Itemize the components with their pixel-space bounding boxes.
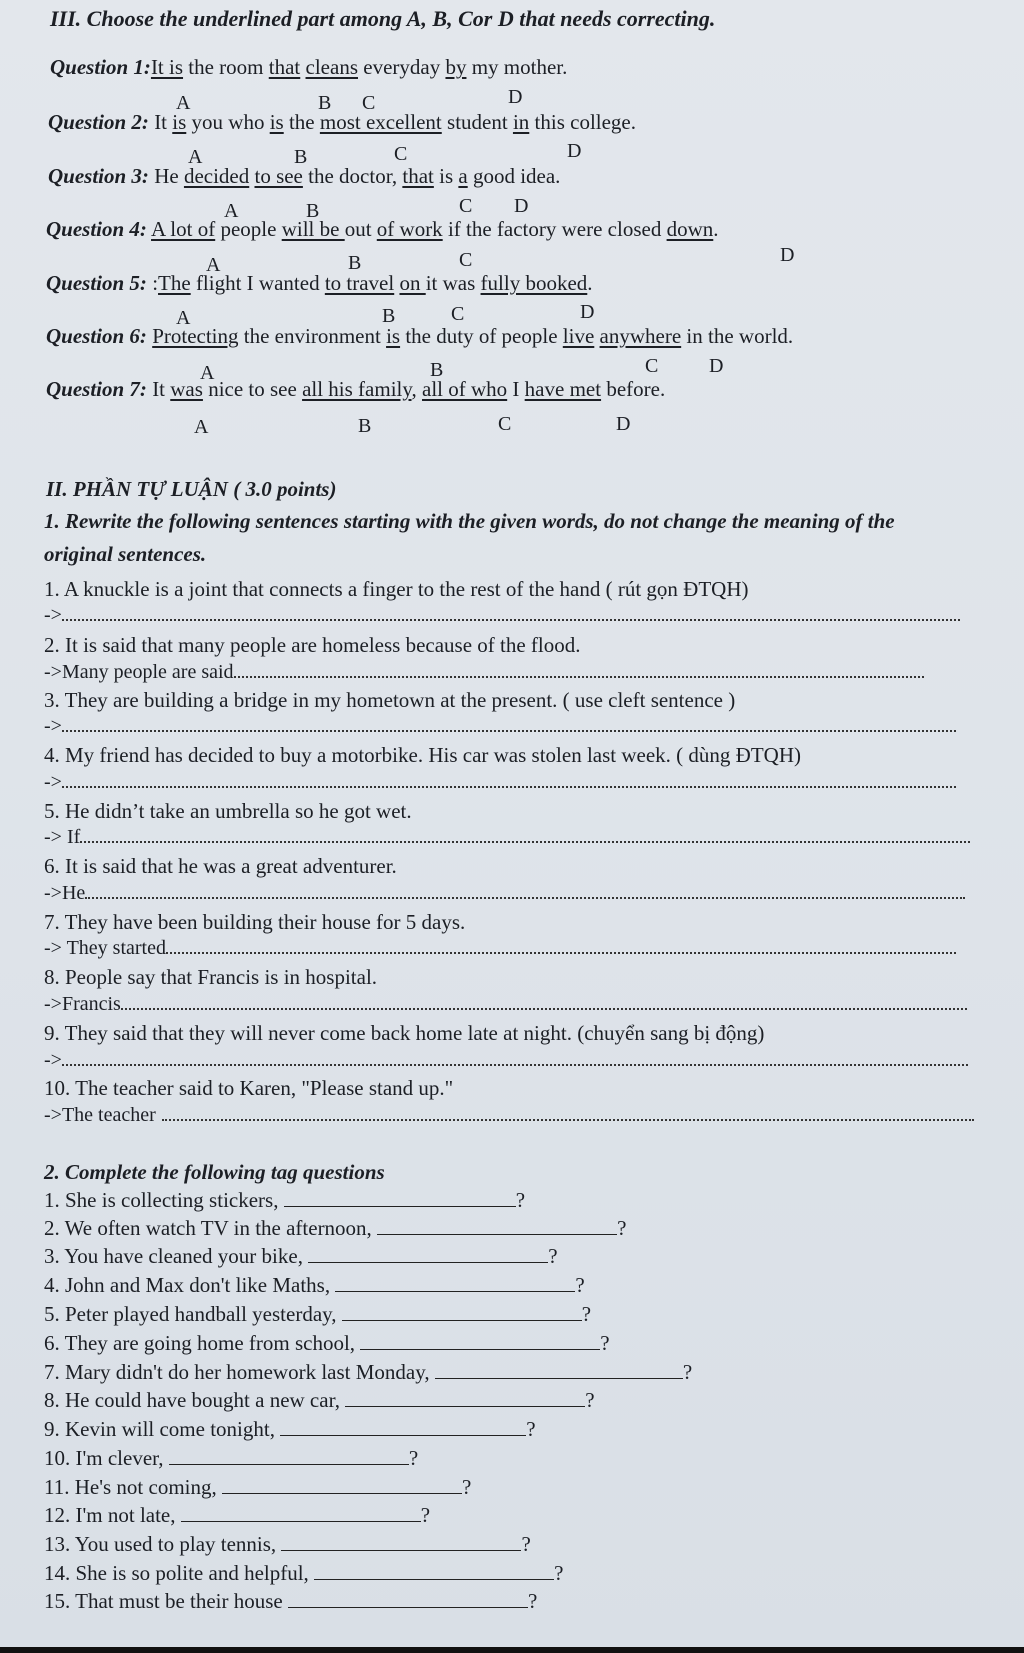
- q1-letter-a: A: [176, 92, 191, 114]
- q1-option-b: that: [268, 55, 301, 79]
- q6-option-a: Protecting: [152, 324, 239, 348]
- q7-option-d: have met: [524, 377, 602, 401]
- q3-letter-b: B: [306, 200, 320, 222]
- bottom-edge: [0, 1647, 1024, 1653]
- answer-blank[interactable]: [342, 1304, 582, 1321]
- q2-option-d: in: [512, 110, 530, 134]
- rewrite-7-sentence: 7. They have been building their house for 5 days.: [44, 910, 466, 934]
- q6-option-c: live: [562, 324, 595, 348]
- q7-letter-b: B: [358, 415, 372, 437]
- q1-letter-c: C: [362, 92, 376, 114]
- tag-question-3: 3. You have cleaned your bike, ?: [44, 1244, 558, 1268]
- q5-option-d: fully booked: [480, 271, 588, 295]
- answer-blank[interactable]: [288, 1591, 528, 1608]
- answer-blank[interactable]: [435, 1362, 683, 1379]
- answer-blank[interactable]: [181, 1505, 421, 1522]
- answer-line[interactable]: [85, 883, 965, 899]
- q6-letter-d: D: [709, 355, 724, 377]
- q2-option-b: is: [269, 110, 284, 134]
- q4-option-c: of work: [376, 217, 443, 241]
- tag-title: 2. Complete the following tag questions: [44, 1160, 385, 1184]
- q2-letter-d: D: [567, 140, 582, 162]
- q5-letter-d: D: [580, 301, 595, 323]
- q3-option-d: a: [458, 164, 468, 188]
- answer-blank[interactable]: [345, 1390, 585, 1407]
- answer-blank[interactable]: [280, 1419, 526, 1436]
- rewrite-9-answer: ->: [44, 1049, 968, 1072]
- q5-letter-a: A: [176, 307, 191, 329]
- answer-blank[interactable]: [222, 1477, 462, 1494]
- tag-question-5: 5. Peter played handball yesterday, ?: [44, 1302, 592, 1326]
- rewrite-2-answer: ->Many people are said: [44, 661, 924, 684]
- q6-letter-b: B: [430, 359, 444, 381]
- q1-option-c: cleans: [305, 55, 358, 79]
- part3-title: III. Choose the underlined part among A, B, Cor D that needs correcting.: [50, 6, 716, 31]
- tag-question-12: 12. I'm not late, ?: [44, 1503, 431, 1527]
- q7-option-a: was: [170, 377, 203, 401]
- q3-option-c: that: [402, 164, 434, 188]
- q1-option-d: by: [445, 55, 467, 79]
- rewrite-3-answer: ->: [44, 715, 956, 738]
- q2-letter-b: B: [294, 146, 308, 168]
- tag-question-1: 1. She is collecting stickers, ?: [44, 1188, 526, 1212]
- answer-line[interactable]: [162, 1105, 974, 1121]
- rewrite-8-sentence: 8. People say that Francis is in hospital.: [44, 965, 378, 989]
- rewrite-title-line1: 1. Rewrite the following sentences starting with the given words, do not change the meaning of the: [44, 509, 895, 533]
- q7-letter-c: C: [498, 413, 512, 435]
- q6-option-b: is: [386, 324, 401, 348]
- answer-blank[interactable]: [335, 1275, 575, 1292]
- q2-letter-c: C: [394, 143, 408, 165]
- question-3: Question 3: He decided to see the doctor, that is a good idea.: [48, 164, 561, 188]
- question-4: Question 4: A lot of people will be out of work if the factory were closed down.: [46, 217, 719, 241]
- tag-question-2: 2. We often watch TV in the afternoon, ?: [44, 1216, 627, 1240]
- q4-letter-c: C: [459, 249, 473, 271]
- q4-option-b: will be: [281, 217, 345, 241]
- q4-option-a: A lot of: [151, 217, 216, 241]
- q3-letter-a: A: [224, 200, 239, 222]
- answer-line[interactable]: [62, 716, 956, 732]
- q4-letter-b: B: [348, 252, 362, 274]
- rewrite-4-sentence: 4. My friend has decided to buy a motorbike. His car was stolen last week. ( dùng ĐTQH): [44, 743, 801, 767]
- tag-question-7: 7. Mary didn't do her homework last Monday, ?: [44, 1360, 693, 1384]
- q3-option-b: to see: [254, 164, 303, 188]
- rewrite-9-sentence: 9. They said that they will never come back home late at night. (chuyển sang bị động): [44, 1021, 765, 1045]
- q5-option-c: on: [399, 271, 426, 295]
- part2-title: II. PHẦN TỰ LUẬN ( 3.0 points): [46, 477, 337, 501]
- answer-line[interactable]: [62, 605, 960, 621]
- rewrite-3-sentence: 3. They are building a bridge in my hometown at the present. ( use cleft sentence ): [44, 688, 736, 712]
- rewrite-6-answer: ->He: [44, 882, 965, 905]
- q3-letter-c: C: [459, 195, 473, 217]
- question-5: Question 5: :The flight I wanted to travel on it was fully booked.: [46, 271, 593, 295]
- answer-line[interactable]: [62, 772, 956, 788]
- answer-line[interactable]: [121, 994, 967, 1010]
- q2-option-c: most excellent: [319, 110, 442, 134]
- answer-line[interactable]: [80, 827, 970, 843]
- rewrite-1-sentence: 1. A knuckle is a joint that connects a finger to the rest of the hand ( rút gọn ĐTQH): [44, 577, 749, 601]
- tag-question-8: 8. He could have bought a new car, ?: [44, 1388, 595, 1412]
- q4-letter-a: A: [206, 254, 221, 276]
- q2-option-a: is: [172, 110, 187, 134]
- q5-letter-b: B: [382, 305, 396, 327]
- tag-question-11: 11. He's not coming, ?: [44, 1475, 472, 1499]
- q6-letter-a: A: [200, 362, 215, 384]
- tag-question-6: 6. They are going home from school, ?: [44, 1331, 610, 1355]
- q3-letter-d: D: [514, 195, 529, 217]
- q7-letter-d: D: [616, 413, 631, 435]
- question-7: Question 7: It was nice to see all his family, all of who I have met before.: [46, 377, 666, 401]
- q4-letter-d: D: [780, 244, 795, 266]
- q1-letter-d: D: [508, 86, 523, 108]
- question-6: Question 6: Protecting the environment is the duty of people live anywhere in the world.: [46, 324, 794, 348]
- tag-question-14: 14. She is so polite and helpful, ?: [44, 1561, 564, 1585]
- tag-question-10: 10. I'm clever, ?: [44, 1446, 419, 1470]
- rewrite-10-answer: ->The teacher: [44, 1104, 974, 1127]
- rewrite-2-sentence: 2. It is said that many people are homeless because of the flood.: [44, 633, 581, 657]
- tag-question-15: 15. That must be their house ?: [44, 1589, 538, 1613]
- question-2: Question 2: It is you who is the most excellent student in this college.: [48, 110, 637, 134]
- answer-line[interactable]: [62, 1050, 968, 1066]
- answer-line[interactable]: [166, 938, 956, 954]
- answer-blank[interactable]: [169, 1448, 409, 1465]
- answer-blank[interactable]: [314, 1563, 554, 1580]
- q1-option-a: It is: [150, 55, 184, 79]
- q4-option-d: down: [666, 217, 714, 241]
- answer-blank[interactable]: [284, 1190, 516, 1207]
- rewrite-1-answer: ->: [44, 604, 960, 627]
- answer-line[interactable]: [234, 662, 924, 678]
- question-1: Question 1:It is the room that cleans everyday by my mother.: [50, 55, 568, 79]
- tag-question-9: 9. Kevin will come tonight, ?: [44, 1417, 536, 1441]
- q7-option-b: all his family: [302, 377, 412, 401]
- q6-option-d: anywhere: [599, 324, 682, 348]
- q7-option-c: all of who: [422, 377, 508, 401]
- q5-letter-c: C: [451, 303, 465, 325]
- answer-blank[interactable]: [308, 1246, 548, 1263]
- answer-blank[interactable]: [360, 1333, 600, 1350]
- q1-letter-b: B: [318, 92, 332, 114]
- answer-blank[interactable]: [281, 1534, 521, 1551]
- q7-letter-a: A: [194, 416, 209, 438]
- rewrite-title-line2: original sentences.: [44, 542, 207, 566]
- rewrite-10-sentence: 10. The teacher said to Karen, "Please stand up.": [44, 1076, 454, 1100]
- tag-question-4: 4. John and Max don't like Maths, ?: [44, 1273, 585, 1297]
- q5-option-a: The: [158, 271, 191, 295]
- rewrite-5-answer: -> If: [44, 826, 970, 849]
- q5-option-b: to travel: [324, 271, 395, 295]
- tag-question-13: 13. You used to play tennis, ?: [44, 1532, 531, 1556]
- q3-option-a: decided: [183, 164, 250, 188]
- rewrite-4-answer: ->: [44, 771, 956, 794]
- q2-letter-a: A: [188, 146, 203, 168]
- q6-letter-c: C: [645, 355, 659, 377]
- rewrite-6-sentence: 6. It is said that he was a great adventurer.: [44, 854, 397, 878]
- rewrite-7-answer: -> They started: [44, 937, 956, 960]
- rewrite-8-answer: ->Francis: [44, 993, 967, 1016]
- rewrite-5-sentence: 5. He didn’t take an umbrella so he got wet.: [44, 799, 412, 823]
- answer-blank[interactable]: [377, 1218, 617, 1235]
